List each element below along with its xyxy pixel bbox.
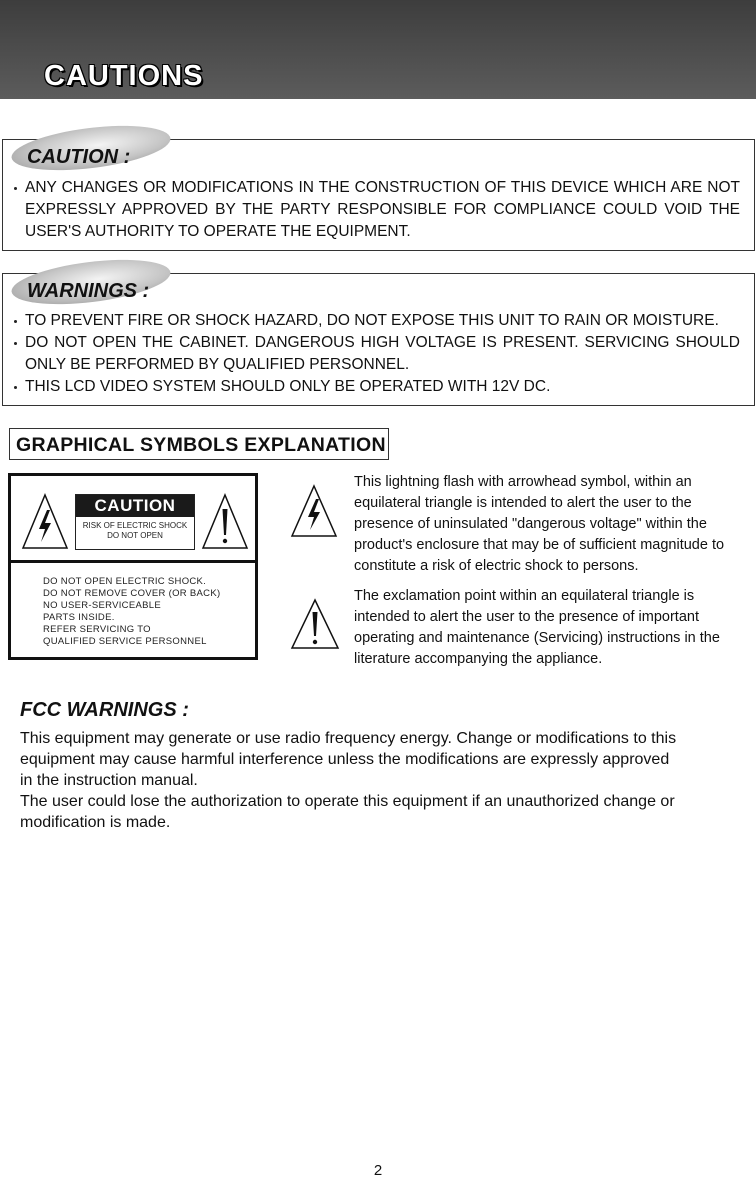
banner-sub-line: DO NOT OPEN	[107, 531, 163, 540]
warnings-box	[2, 273, 755, 406]
fcc-line: in the instruction manual.	[20, 772, 198, 789]
warnings-list	[9, 310, 740, 398]
fcc-line: The user could lose the authorization to operate this equipment if an unauthorized change or	[20, 793, 675, 810]
warning-item: DO NOT OPEN THE CABINET. DANGEROUS HIGH VOLTAGE IS PRESENT. SERVICING SHOULD ONLY BE PERFORMED BY QUALIFIED PERSONNEL.	[9, 332, 740, 376]
caution-banner-title: CAUTION	[76, 495, 194, 517]
page-number: 2	[373, 1162, 383, 1179]
label-instructions	[43, 576, 220, 648]
label-line: NO USER-SERVICEABLE	[43, 600, 161, 611]
caution-banner	[75, 494, 195, 550]
warning-item: TO PREVENT FIRE OR SHOCK HAZARD, DO NOT EXPOSE THIS UNIT TO RAIN OR MOISTURE.	[9, 310, 740, 332]
caution-item: ANY CHANGES OR MODIFICATIONS IN THE CONSTRUCTION OF THIS DEVICE WHICH ARE NOT EXPRESSLY APPROVED BY THE PARTY RESPONSIBLE FOR COMPLIANCE COULD VOID THE USER'S AUTHORITY TO OPERATE THE EQUIPMENT.	[9, 177, 740, 243]
caution-title: CAUTION :	[27, 146, 131, 168]
warnings-title: WARNINGS :	[27, 280, 150, 302]
fcc-line: This equipment may generate or use radio frequency energy. Change or modifications to this	[20, 730, 677, 747]
label-line: DO NOT OPEN ELECTRIC SHOCK.	[43, 576, 207, 587]
banner-sub-line: RISK OF ELECTRIC SHOCK	[82, 521, 188, 530]
lightning-triangle-icon	[21, 492, 69, 550]
label-line: DO NOT REMOVE COVER (OR BACK)	[43, 588, 221, 599]
warning-item: THIS LCD VIDEO SYSTEM SHOULD ONLY BE OPERATED WITH 12V DC.	[9, 376, 740, 398]
page-title: CAUTIONS	[44, 60, 204, 92]
lightning-symbol-icon	[290, 484, 338, 538]
label-line: PARTS INSIDE.	[43, 612, 115, 623]
symbols-heading: GRAPHICAL SYMBOLS EXPLANATION	[9, 428, 389, 460]
exclamation-triangle-icon	[201, 492, 249, 550]
label-line: QUALIFIED SERVICE PERSONNEL	[43, 636, 207, 647]
fcc-body	[20, 728, 720, 833]
caution-banner-subtext	[76, 517, 194, 541]
caution-box	[2, 139, 755, 251]
page-header	[0, 0, 756, 99]
lightning-description: This lightning flash with arrowhead symbol, within an equilateral triangle is intended to alert the user to the presence of uninsulated "dangerous voltage" within the product's enclosure that may be of sufficient magnitude to constitute a risk of electric shock to persons.	[354, 474, 725, 574]
exclamation-description: The exclamation point within an equilateral triangle is intended to alert the user to the presence of important operating and maintenance (Servicing) instructions in the literature accompanying the appliance.	[354, 588, 720, 667]
exclamation-symbol-icon	[290, 598, 340, 650]
label-line: REFER SERVICING TO	[43, 624, 151, 635]
caution-label-panel	[8, 473, 258, 660]
caution-list	[9, 177, 740, 243]
fcc-line: equipment may cause harmful interference unless the modifications are expressly approved	[20, 751, 670, 768]
fcc-title: FCC WARNINGS :	[20, 699, 189, 721]
fcc-line: modification is made.	[20, 814, 171, 831]
caution-label-top	[11, 476, 255, 563]
